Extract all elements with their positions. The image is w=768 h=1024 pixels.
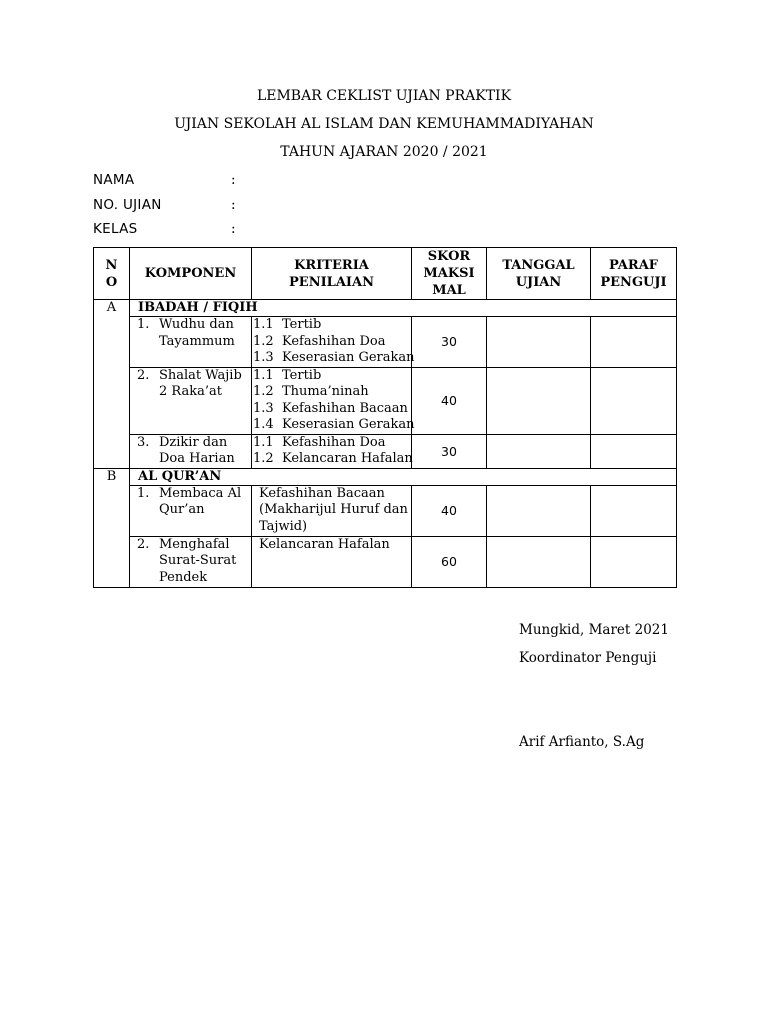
academic-year: TAHUN AJARAN 2020 / 2021	[280, 144, 488, 160]
score-cell: 60	[412, 536, 487, 587]
header-tanggal: TANGGAL UJIAN	[487, 248, 591, 300]
signature-role: Koordinator Penguji	[519, 650, 657, 666]
score-cell: 30	[412, 317, 487, 368]
paraf-cell[interactable]	[591, 317, 677, 368]
criteria-cell: Kefashihan Bacaan (Makharijul Huruf dan Tajwid)	[252, 485, 412, 536]
table-header-row	[94, 248, 677, 300]
table-row	[94, 367, 677, 434]
criteria-cell: 1.1 Kefashihan Doa 1.2 Kelancaran Hafalan	[253, 434, 413, 466]
header-komponen: KOMPONEN	[130, 248, 252, 300]
section-title: AL QUR’AN	[130, 468, 677, 485]
field-kelas	[93, 221, 236, 237]
section-code: A	[94, 300, 130, 469]
field-label: KELAS	[93, 221, 138, 237]
header-kriteria: KRITERIA PENILAIAN	[252, 248, 412, 300]
component-cell: 1. Membaca Al Qur’an	[130, 485, 252, 536]
table-row	[94, 485, 677, 536]
section-row-b	[94, 468, 677, 485]
tanggal-cell[interactable]	[487, 485, 591, 536]
field-label: NAMA	[93, 172, 135, 188]
component-cell: 2. Shalat Wajib 2 Raka’at	[130, 367, 252, 434]
paraf-cell[interactable]	[591, 367, 677, 434]
field-colon: :	[231, 221, 236, 237]
field-colon: :	[231, 197, 236, 213]
component-cell: 3. Dzikir dan Doa Harian	[130, 434, 252, 468]
component-cell: 1. Wudhu dan Tayammum	[130, 317, 252, 368]
tanggal-cell[interactable]	[487, 536, 591, 587]
score-cell: 40	[412, 367, 487, 434]
tanggal-cell[interactable]	[487, 317, 591, 368]
section-row-a	[94, 300, 677, 317]
criteria-cell: 1.1 Tertib 1.2 Thuma’ninah 1.3 Kefashihan Bacaan 1.4 Keserasian Gerakan	[253, 367, 415, 432]
table-row	[94, 317, 677, 368]
signature-name: Arif Arfianto, S.Ag	[519, 734, 645, 750]
table-row	[94, 536, 677, 587]
header-skor: SKOR MAKSI MAL	[412, 248, 487, 300]
section-title: IBADAH / FIQIH	[130, 300, 677, 317]
section-code: B	[94, 468, 130, 587]
document-subtitle: UJIAN SEKOLAH AL ISLAM DAN KEMUHAMMADIYAHAN	[174, 116, 594, 132]
criteria-cell: 1.1 Tertib 1.2 Kefashihan Doa 1.3 Keserasian Gerakan	[253, 317, 415, 365]
score-cell: 30	[412, 434, 487, 468]
field-nama	[93, 172, 236, 188]
paraf-cell[interactable]	[591, 434, 677, 468]
tanggal-cell[interactable]	[487, 434, 591, 468]
field-colon: :	[231, 172, 236, 188]
field-label: NO. UJIAN	[93, 197, 162, 213]
field-no-ujian	[93, 197, 236, 213]
signature-place-date: Mungkid, Maret 2021	[519, 622, 669, 638]
paraf-cell[interactable]	[591, 536, 677, 587]
header-paraf: PARAF PENGUJI	[591, 248, 677, 300]
component-cell: 2. Menghafal Surat-Surat Pendek	[130, 536, 252, 587]
checklist-table	[93, 247, 677, 588]
document-title: LEMBAR CEKLIST UJIAN PRAKTIK	[256, 88, 512, 104]
table-row	[94, 434, 677, 468]
criteria-cell: Kelancaran Hafalan	[252, 536, 412, 587]
paraf-cell[interactable]	[591, 485, 677, 536]
header-no: N O	[94, 248, 130, 300]
tanggal-cell[interactable]	[487, 367, 591, 434]
score-cell: 40	[412, 485, 487, 536]
